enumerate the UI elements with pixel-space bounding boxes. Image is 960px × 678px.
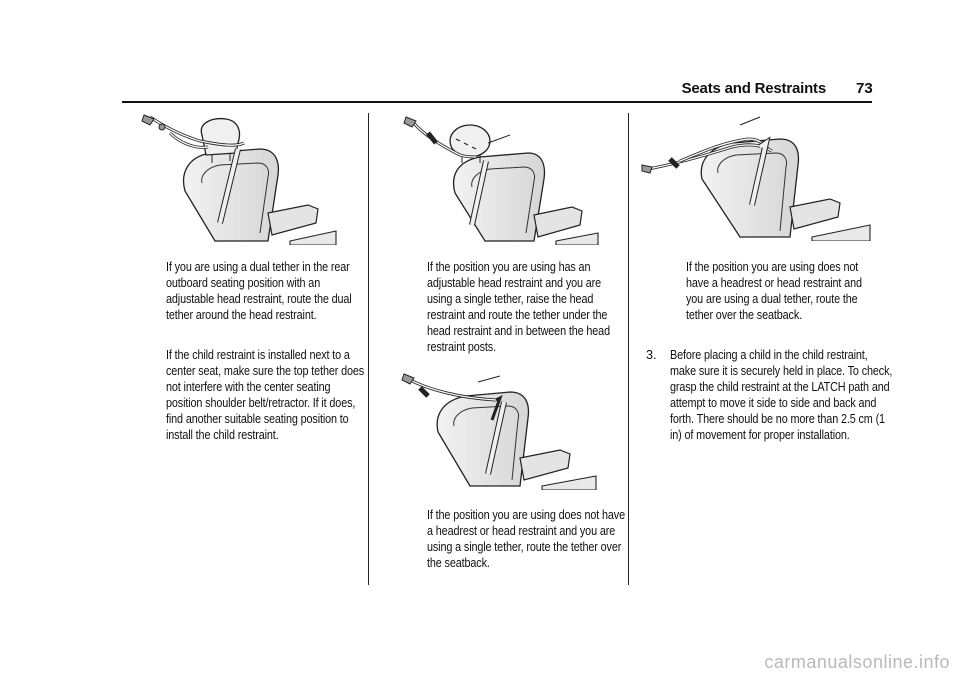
middle-paragraph-1: If the position you are using has an adjustable head restraint and you are using a single tether, raise the head restraint and route the tether under the head restraint and in between the head restraint posts. [427,260,610,354]
figure-single-tether-over-seatback [400,362,600,490]
figure-dual-tether-around-head-restraint [140,113,340,245]
figure-dual-tether-over-seatback [640,113,872,241]
column-divider-right [628,113,629,585]
watermark: carmanualsonline.info [764,652,950,672]
figure-single-tether-under-head-restraint [400,113,600,245]
column-divider-left [368,113,369,585]
page-number: 73 [856,80,873,97]
step-number: 3. [646,348,657,362]
right-paragraph-1: If the position you are using does not have a headrest or head restraint and you are using a dual tether, route the tether over the seatback. [686,260,862,322]
left-paragraph-1: If you are using a dual tether in the rear outboard seating position with an adjustable head restraint, route the dual tether around the head restraint. [166,260,352,322]
step-text: Before placing a child in the child restraint, make sure it is securely held in place. To check, grasp the child restraint at the LATCH path and attempt to move it side to side and back and forth. There should be no more than 2.5 cm (1 in) of movement for proper installation. [670,348,893,442]
left-paragraph-2: If the child restraint is installed next to a center seat, make sure the top tether does not interfere with the center seating position shoulder belt/retractor. If it does, find another suitable seating position to install the child restraint. [166,348,365,442]
middle-paragraph-2: If the position you are using does not have a headrest or head restraint and you are using a single tether, route the tether over the seatback. [427,508,625,570]
section-title: Seats and Restraints [681,80,826,97]
header-rule [122,101,872,103]
